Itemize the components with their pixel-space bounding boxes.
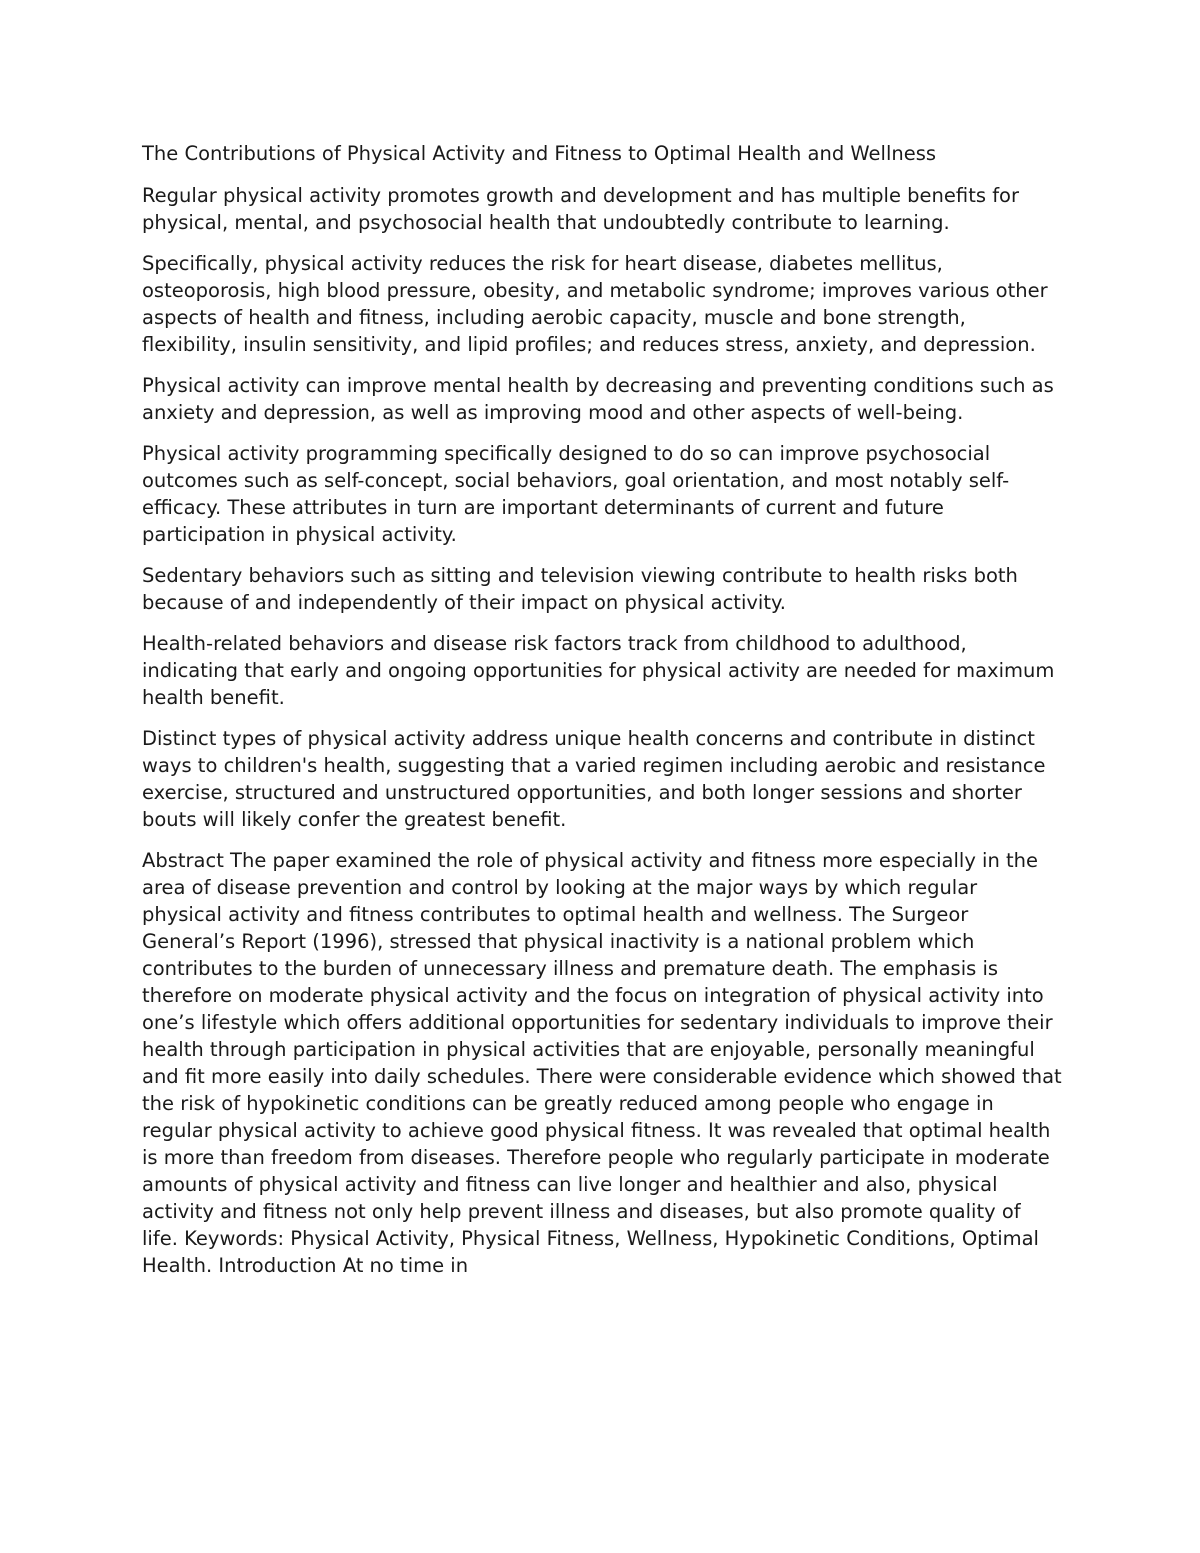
document-title: The Contributions of Physical Activity and Fitness to Optimal Health and Wellness <box>142 142 937 165</box>
paragraph-sedentary: Sedentary behaviors such as sitting and television viewing contribute to health risks both because of and independently of their impact on physical activity. <box>142 564 1018 614</box>
paragraph-disease-risk: Specifically, physical activity reduces the risk for heart disease, diabetes mellitus, osteoporosis, high blood pressure, obesity, and metabolic syndrome; improves various other aspects of health and fitness, including aerobic capacity, muscle and bone strength, flexibility, insulin sensitivity, and lipid profiles; and reduces stress, anxiety, and depression. <box>142 252 1048 356</box>
paragraph-tracking: Health-related behaviors and disease risk factors track from childhood to adulthood, indicating that early and ongoing opportunities for physical activity are needed for maximum health benefit. <box>142 632 1055 709</box>
paragraph-activity-types: Distinct types of physical activity address unique health concerns and contribute in distinct ways to children's health, suggesting that a varied regimen including aerobic and resistance exercise, structured and unstructured opportunities, and both longer sessions and shorter bouts will likely confer the greatest benefit. <box>142 727 1046 831</box>
paragraph-mental-health: Physical activity can improve mental health by decreasing and preventing conditions such as anxiety and depression, as well as improving mood and other aspects of well-being. <box>142 374 1054 424</box>
paragraph-psychosocial: Physical activity programming specifically designed to do so can improve psychosocial outcomes such as self-concept, social behaviors, goal orientation, and most notably self-efficacy. These attributes in turn are important determinants of current and future participation in physical activity. <box>142 442 1010 546</box>
paragraph-growth-development: Regular physical activity promotes growth and development and has multiple benefits for physical, mental, and psychosocial health that undoubtedly contribute to learning. <box>142 184 1020 234</box>
paragraph-abstract: Abstract The paper examined the role of physical activity and fitness more especially in the area of disease prevention and control by looking at the major ways by which regular physical activity and fitness contributes to optimal health and wellness. The Surgeor General’s Report (1996), stressed that physical inactivity is a national problem which contributes to the burden of unnecessary illness and premature death. The emphasis is therefore on moderate physical activity and the focus on integration of physical activity into one’s lifestyle which offers additional opportunities for sedentary individuals to improve their health through participation in physical activities that are enjoyable, personally meaningful and fit more easily into daily schedules. There were considerable evidence which showed that the risk of hypokinetic conditions can be greatly reduced among people who engage in regular physical activity to achieve good physical fitness. It was revealed that optimal health is more than freedom from diseases. Therefore people who regularly participate in moderate amounts of physical activity and fitness can live longer and healthier and also, physical activity and fitness not only help prevent illness and diseases, but also promote quality of life. Keywords: Physical Activity, Physical Fitness, Wellness, Hypokinetic Conditions, Optimal Health. Introduction At no time in <box>142 849 1062 1277</box>
document-page <box>142 140 1062 1293</box>
